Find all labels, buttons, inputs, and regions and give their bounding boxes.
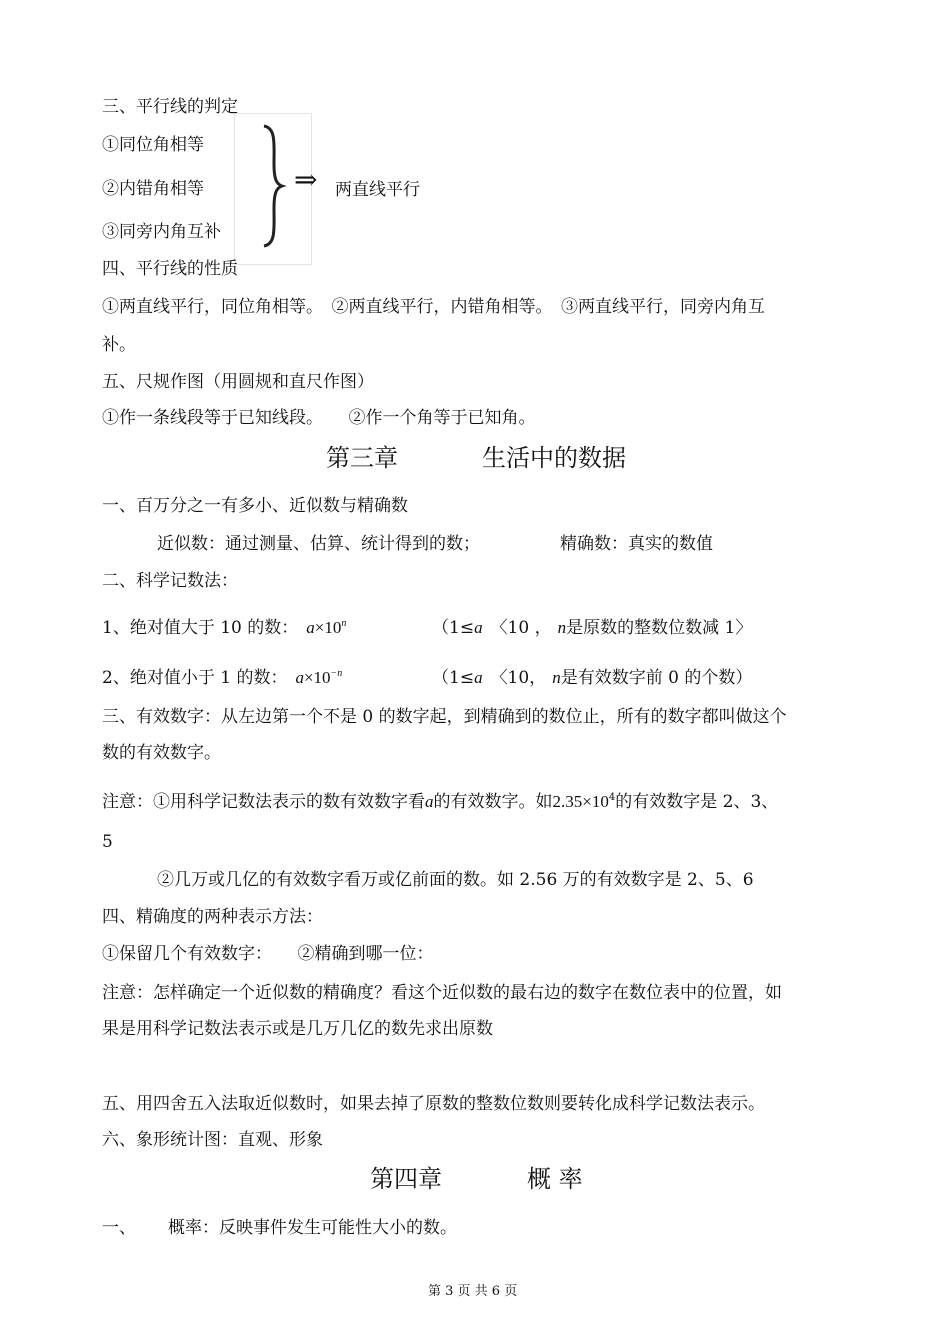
chapter3-number: 第三章 <box>326 444 398 472</box>
sci-notation-small <box>102 669 342 687</box>
criterion-2: ②内错角相等 <box>102 179 204 199</box>
chapter4-name: 概 率 <box>527 1165 583 1193</box>
sci-large-times: ×10 <box>314 618 342 637</box>
chapter4-number: 第四章 <box>370 1165 442 1193</box>
exact-number-def: 精确数：真实的数值 <box>560 534 713 554</box>
cond-a: a <box>474 618 483 637</box>
sci-large-base: a <box>306 618 315 637</box>
section5-title: 五、尺规作图（用圆规和直尺作图） <box>102 372 374 392</box>
cond-open: （1≤ <box>432 618 475 638</box>
section3-title: 三、平行线的判定 <box>102 97 238 117</box>
note-2: ②几万或几亿的有效数字看万或亿前面的数。如 2.56 万的有效数字是 2、5、6 <box>157 870 754 890</box>
cond-open: （1≤ <box>432 668 475 688</box>
page-footer: 第 3 页 共 6 页 <box>428 1284 518 1299</box>
chapter3-name: 生活中的数据 <box>482 444 626 472</box>
cond-n: n <box>552 668 561 687</box>
sci-notation-large <box>102 619 346 637</box>
sci-large-label: 1、绝对值大于 10 的数： <box>102 618 299 638</box>
cond-a: a <box>474 668 483 687</box>
section4-properties: ①两直线平行，同位角相等。 ②两直线平行，内错角相等。 ③两直线平行，同旁内角互 <box>102 297 765 317</box>
criteria-conclusion: 两直线平行 <box>335 180 420 200</box>
note-3-cont: 果是用科学记数法表示或是几万几亿的数先求出原数 <box>102 1019 493 1039</box>
ch3-section3-text-cont: 数的有效数字。 <box>102 743 221 763</box>
criterion-3: ③同旁内角互补 <box>102 222 221 242</box>
note-1 <box>102 793 778 811</box>
ch3-section2-title: 二、科学记数法： <box>102 571 238 591</box>
approximate-number-def: 近似数：通过测量、估算、统计得到的数； <box>157 534 480 554</box>
ch3-section6: 六、象形统计图：直观、形象 <box>102 1130 323 1150</box>
ch3-section4-methods: ①保留几个有效数字： ②精确到哪一位： <box>102 944 434 964</box>
ch4-section1-text: 概率：反映事件发生可能性大小的数。 <box>168 1218 457 1238</box>
ch3-section3-text: 三、有效数字：从左边第一个不是 0 的数字起，到精确到的数位止，所有的数字都叫做这个 <box>102 707 787 727</box>
section5-constructions: ①作一条线段等于已知线段。 ②作一个角等于已知角。 <box>102 408 536 428</box>
sci-small-exponent: −n <box>330 668 343 679</box>
ch3-section1-title: 一、百万分之一有多小、近似数与精确数 <box>102 496 408 516</box>
cond-rest: 是有效数字前 0 的个数） <box>560 668 753 688</box>
section4-properties-cont: 补。 <box>102 335 136 355</box>
ch4-section1-number: 一、 <box>102 1218 136 1238</box>
sci-small-condition <box>432 669 752 687</box>
sci-large-exponent: n <box>341 618 347 629</box>
sci-large-condition <box>432 619 752 637</box>
implies-arrow-icon: ⇒ <box>294 163 318 196</box>
cond-mid: 〈10 ， <box>490 618 552 638</box>
sci-small-label: 2、绝对值小于 1 的数： <box>102 668 288 688</box>
right-brace-icon <box>250 124 290 248</box>
note1-mid: 的有效数字。如 <box>433 792 553 812</box>
note1-a: a <box>425 792 434 811</box>
cond-rest: 是原数的整数位数减 1〉 <box>566 618 753 638</box>
sci-small-times: ×10 <box>303 668 331 687</box>
note-3: 注意：怎样确定一个近似数的精确度？看这个近似数的最右边的数字在数位表中的位置，如 <box>102 983 782 1003</box>
ch3-section5: 五、用四舍五入法取近似数时，如果去掉了原数的整数位数则要转化成科学记数法表示。 <box>102 1094 765 1114</box>
note1-post: 的有效数字是 2、3、 <box>615 792 779 812</box>
ch3-section4-title: 四、精确度的两种表示方法： <box>102 907 323 927</box>
note1-num: 2.35×10 <box>552 792 609 811</box>
note1-exp: 4 <box>608 792 616 803</box>
cond-mid: 〈10， <box>490 668 547 688</box>
cond-n: n <box>557 618 567 637</box>
criterion-1: ①同位角相等 <box>102 135 204 155</box>
note-1-cont: 5 <box>102 832 113 852</box>
note1-pre: 注意：①用科学记数法表示的数有效数字看 <box>102 792 425 812</box>
section4-title: 四、平行线的性质 <box>102 259 238 279</box>
sci-small-base: a <box>295 668 304 687</box>
